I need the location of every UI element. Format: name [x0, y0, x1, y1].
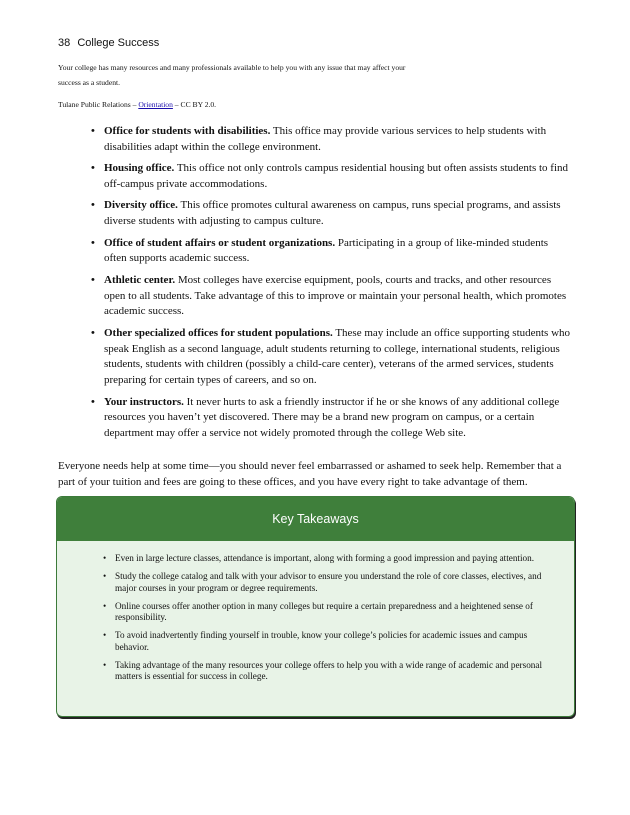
- item-text: These may include an office supporting students who speak English as a second language, adult students returning to college, international students, religious students, students with children (possibly a child-care center), veterans of the armed services, students preparing for certain types of careers, and so on.: [104, 326, 571, 387]
- item-term: Athletic center.: [104, 273, 176, 286]
- image-credit: [58, 100, 216, 109]
- list-item: [104, 161, 573, 193]
- key-takeaways-list: [57, 541, 574, 683]
- list-item: [104, 273, 573, 320]
- item-text: This office promotes cultural awareness on campus, runs special programs, and assists diverse students with adjusting to campus culture.: [104, 199, 561, 228]
- item-text: This office not only controls campus residential housing but often assists students to find off-campus private accommodations.: [104, 162, 568, 190]
- page-number: 38: [58, 37, 71, 49]
- list-item: [104, 124, 573, 156]
- key-takeaways-box: [56, 496, 575, 717]
- list-item: [104, 326, 573, 389]
- takeaway-item: • Taking advantage of the many resources your college offers to help you with a wide range of academic and personal matters is essential for success in college.: [115, 660, 556, 683]
- item-term: Housing office.: [104, 162, 175, 175]
- item-term: Your instructors.: [104, 395, 184, 408]
- image-caption: Your college has many resources and many professionals available to help you with any issue that may affect your success as a student.: [58, 63, 406, 87]
- item-text: It never hurts to ask a friendly instructor if he or she knows of any additional college resources you haven’t yet discovered. There may be a brand new program on campus, or a certain department may offer a service not widely promoted through the college Web site.: [104, 395, 560, 440]
- takeaway-item: • Study the college catalog and talk with your advisor to ensure you understand the role of core classes, electives, and major courses in your program or degree requirements.: [115, 571, 556, 594]
- item-text: Most colleges have exercise equipment, pools, courts and tracks, and other resources open to all students. Take advantage of this to improve or maintain your personal health, which promotes academic success.: [104, 273, 567, 318]
- credit-link-orientation[interactable]: Orientation: [138, 100, 173, 109]
- item-term: Office of student affairs or student organizations.: [104, 236, 336, 249]
- list-item: [104, 236, 573, 268]
- key-takeaways-title: Key Takeaways: [57, 497, 574, 541]
- item-term: Diversity office.: [104, 199, 178, 212]
- item-term: Other specialized offices for student populations.: [104, 326, 333, 339]
- takeaway-item: • Online courses offer another option in many colleges but require a certain preparedness and a heightened sense of responsibility.: [115, 601, 556, 624]
- takeaway-item: • To avoid inadvertently finding yourself in trouble, know your college’s policies for academic issues and campus behavior.: [115, 630, 556, 653]
- list-item: [104, 395, 573, 442]
- book-title: College Success: [77, 37, 160, 49]
- list-item: [104, 198, 573, 230]
- credit-prefix: Tulane Public Relations –: [58, 100, 139, 109]
- item-term: Office for students with disabilities.: [104, 125, 271, 137]
- running-header: [58, 37, 159, 49]
- credit-suffix: – CC BY 2.0.: [172, 100, 217, 109]
- takeaway-item: • Even in large lecture classes, attendance is important, along with forming a good impression and paying attention.: [115, 553, 556, 565]
- item-text: This office may provide various services to help students with disabilities adapt within the college environment.: [104, 125, 547, 153]
- offices-list: [58, 124, 573, 448]
- closing-paragraph: Everyone needs help at some time—you should never feel embarrassed or ashamed to seek help. Remember that a part of your tuition and fees are going to these offices, and you have every right to take advantage of them.: [58, 460, 562, 488]
- item-text: Participating in a group of like-minded students often supports academic success.: [104, 236, 549, 265]
